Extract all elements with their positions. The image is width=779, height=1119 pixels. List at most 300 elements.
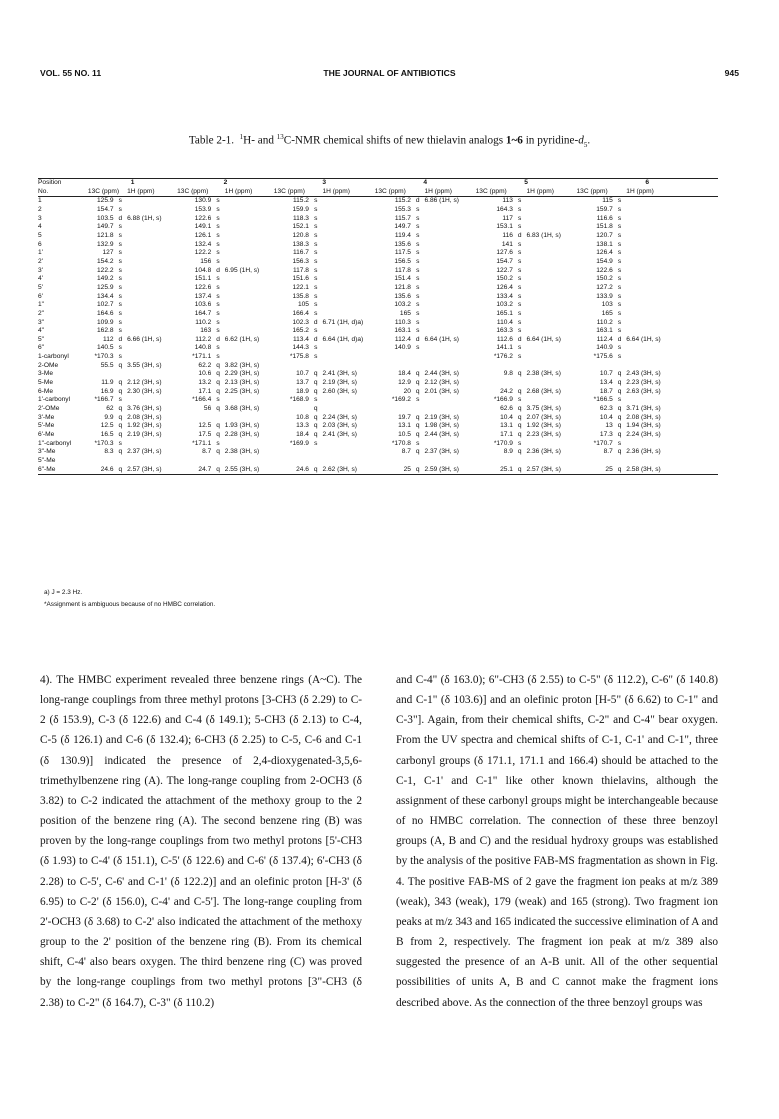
multiplicity-cell: q (415, 431, 420, 439)
c13-shift-cell (375, 457, 413, 466)
multiplicity-cell: s (314, 205, 318, 213)
multiplicity-cell: s (118, 283, 122, 291)
multiplicity-cell: d (517, 335, 522, 343)
multiplicity-cell: s (416, 327, 420, 335)
c13-shift-cell: 133.9 (596, 292, 613, 300)
c13-shift-cell: 127 (102, 249, 114, 257)
volume-label: VOL. 55 NO. 11 (40, 68, 102, 78)
h1-shift-cell (422, 241, 475, 250)
header-13c: 13C (ppm) (177, 188, 223, 197)
c13-shift-cell: 141.1 (496, 344, 513, 352)
multiplicity-cell: q (216, 431, 220, 439)
position-cell: 4' (38, 275, 43, 283)
c13-shift-cell: 112.2 (195, 335, 212, 343)
table-row (38, 414, 718, 423)
c13-shift-cell: 151.1 (194, 275, 212, 283)
c13-shift-cell: 151.8 (596, 223, 613, 231)
c13-shift-cell: 24.6 (274, 466, 311, 475)
h1-shift-cell: 2.24 (3H, s) (322, 413, 357, 421)
h1-shift-cell: 2.37 (3H, s) (424, 448, 459, 456)
multiplicity-cell: q (116, 466, 126, 475)
h1-shift-cell (422, 249, 475, 258)
table-row (38, 223, 718, 232)
h1-shift-cell: 2.38 (3H, s) (224, 448, 260, 456)
h1-shift-cell (624, 457, 718, 466)
multiplicity-cell: q (517, 405, 522, 413)
c13-shift-cell: 13.2 (198, 379, 212, 387)
c13-shift-cell: 132.9 (97, 240, 114, 248)
h1-shift-cell: 2.07 (3H, s) (526, 413, 561, 421)
caption-end: . (587, 134, 591, 147)
c13-shift-cell (177, 414, 213, 423)
body-column-right (396, 670, 718, 1013)
multiplicity-cell (515, 457, 525, 466)
h1-shift-cell (422, 215, 475, 224)
multiplicity-cell: d (415, 197, 420, 205)
h1-shift-cell (223, 457, 274, 466)
c13-shift-cell: 140.9 (394, 344, 411, 352)
c13-shift-cell: 151.6 (292, 275, 309, 283)
multiplicity-cell: s (416, 266, 420, 274)
multiplicity-cell: s (118, 249, 122, 257)
h1-shift-cell: 2.41 (3H, s) (322, 431, 357, 439)
table-row (38, 215, 718, 224)
multiplicity-cell: s (416, 223, 420, 231)
h1-shift-cell: 1.92 (3H, s) (127, 422, 162, 430)
c13-shift-cell: 122.6 (194, 283, 212, 291)
multiplicity-cell: q (213, 466, 223, 475)
h1-shift-cell (321, 457, 375, 466)
c13-shift-cell: 62 (106, 405, 114, 413)
h1-shift-cell (624, 344, 718, 353)
h1-shift-cell (524, 353, 576, 362)
multiplicity-cell: s (518, 257, 522, 265)
multiplicity-cell: q (118, 361, 123, 369)
h1-shift-cell: 6.88 (1H, s) (127, 214, 162, 222)
h1-shift-cell (321, 310, 375, 319)
c13-shift-cell: 165 (399, 309, 411, 317)
c13-shift-cell: *170.3 (94, 353, 114, 361)
multiplicity-cell: s (416, 240, 420, 248)
h1-shift-cell (321, 448, 375, 457)
c13-shift-cell: 126.4 (496, 283, 513, 291)
header-13c: 13C (ppm) (476, 188, 525, 197)
c13-shift-cell: 18.9 (296, 387, 309, 395)
c13-shift-cell (88, 457, 116, 466)
table-row (38, 258, 718, 267)
c13-shift-cell: 154.7 (97, 205, 114, 213)
c13-shift-cell (375, 362, 413, 371)
position-cell: 6 (38, 240, 42, 248)
h1-shift-cell (624, 258, 718, 267)
multiplicity-cell: q (517, 370, 522, 378)
h1-shift-cell (524, 362, 576, 371)
c13-shift-cell: 9.9 (104, 413, 114, 421)
multiplicity-cell: s (216, 275, 220, 283)
multiplicity-cell: s (216, 353, 220, 361)
multiplicity-cell: s (617, 327, 622, 335)
multiplicity-cell: q (313, 422, 318, 430)
h1-shift-cell (125, 327, 177, 336)
h1-shift-cell (422, 344, 475, 353)
multiplicity-cell (311, 448, 321, 457)
h1-shift-cell: 2.36 (3H, s) (626, 448, 661, 456)
multiplicity-cell: q (617, 422, 622, 430)
multiplicity-cell: q (313, 370, 318, 378)
c13-shift-cell: *166.4 (192, 396, 212, 404)
h1-shift-cell: 2.08 (3H, s) (626, 413, 661, 421)
c13-shift-cell: 134.4 (97, 292, 114, 300)
multiplicity-cell: s (314, 223, 318, 231)
c13-shift-cell: 55.5 (100, 361, 114, 369)
position-cell: 2" (38, 309, 45, 317)
c13-shift-cell: 149.1 (194, 223, 212, 231)
h1-shift-cell: 2.12 (3H, s) (127, 379, 162, 387)
multiplicity-cell: s (518, 249, 522, 257)
body-column-left (40, 670, 362, 1013)
position-cell: 6' (38, 292, 43, 300)
c13-shift-cell: 62.3 (599, 405, 613, 413)
multiplicity-cell: s (118, 301, 122, 309)
c13-shift-cell (577, 457, 615, 466)
h1-shift-cell: 2.37 (3H, s) (127, 448, 162, 456)
c13-shift-cell: 122.6 (596, 266, 613, 274)
position-cell: 3"-Me (38, 448, 56, 456)
h1-shift-cell: 6.86 (1H, s) (424, 197, 459, 205)
multiplicity-cell: s (314, 266, 318, 274)
footnote-ambiguous: *Assignment is ambiguous because of no HMBC correlation. (44, 600, 216, 608)
c13-shift-cell: *176.2 (493, 353, 513, 361)
c13-shift-cell: 62.6 (500, 405, 513, 413)
multiplicity-cell (615, 457, 625, 466)
position-cell: 3'-Me (38, 413, 55, 421)
multiplicity-cell: q (118, 405, 123, 413)
multiplicity-cell: s (314, 292, 318, 300)
h1-shift-cell (422, 301, 475, 310)
header-1h: 1H (ppm) (524, 188, 576, 197)
h1-shift-cell (422, 396, 475, 405)
c13-shift-cell: 62.2 (198, 361, 212, 369)
h1-shift-cell (125, 232, 177, 241)
h1-shift-cell (624, 275, 718, 284)
position-cell: 5' (38, 283, 43, 291)
position-cell: 3 (38, 214, 42, 222)
h1-shift-cell (524, 267, 576, 276)
h1-shift-cell (624, 241, 718, 250)
h1-shift-cell (223, 396, 274, 405)
multiplicity-cell: s (216, 249, 220, 257)
h1-shift-cell (524, 206, 576, 215)
c13-shift-cell: 112 (103, 335, 114, 343)
h1-shift-cell (321, 249, 375, 258)
c13-shift-cell: 109.9 (97, 318, 114, 326)
multiplicity-cell: s (216, 257, 220, 265)
caption-sup2: 13 (276, 133, 284, 141)
header-no: No. (38, 188, 88, 197)
multiplicity-cell (311, 457, 321, 466)
multiplicity-cell: s (216, 205, 220, 213)
journal-title: THE JOURNAL OF ANTIBIOTICS (323, 68, 456, 78)
h1-shift-cell: 6.62 (1H, s) (224, 335, 260, 343)
multiplicity-cell: s (118, 396, 122, 404)
c13-shift-cell: 125.9 (97, 197, 114, 205)
multiplicity-cell (413, 362, 423, 371)
h1-shift-cell: 3.71 (3H, s) (626, 405, 661, 413)
multiplicity-cell: s (216, 439, 220, 447)
h1-shift-cell (422, 284, 475, 293)
h1-shift-cell (223, 206, 274, 215)
multiplicity-cell: s (617, 344, 622, 352)
c13-shift-cell: 115.7 (394, 214, 411, 222)
h1-shift-cell: 2.23 (3H, s) (526, 431, 561, 439)
h1-shift-cell (422, 319, 475, 328)
h1-shift-cell (624, 327, 718, 336)
body-paragraph-right: and C-4" (δ 163.0); 6"-CH3 (δ 2.55) to C-5" (δ 112.2), C-6" (δ 140.8) and C-1" (δ 103.6)] and an olefinic proton [H-5" (δ 6.62) to C-1" and C-3"]. Again, from their chemical shifts, C-2" and C-4" bear oxygen. From the UV spectra and chemical shifts of C-1, C-1' and C-1", three carbonyl groups (δ 171.1, 171.1 and 166.4) should be attached to the C-1, C-1' and C-1" like other known thielavins, although the assignment of these carbonyl groups might be interchangeable because of no HMBC correlation. The connection of these three benzoyl groups (A, B and C) and the residual hydroxy groups was established by the analysis of the positive FAB-MS fragmentation as shown in Fig. 4. The positive FAB-MS of 2 gave the fragment ion peaks at m/z 389 (weak), 343 (weak), 179 (weak) and 165 (strong). Two fragment ion peaks at m/z 343 and 165 indicated the successive elimination of A and B from 2, respectively. The fragment ion peak at m/z 389 also suggested the presence of an A-B unit. All of the other sequential possibilities of units A, B and C cannot make the fragment ions described above. As the connection of the three benzoyl groups was (396, 674, 718, 1009)
position-cell: 6" (38, 344, 45, 352)
multiplicity-cell: s (314, 301, 318, 309)
multiplicity-cell: s (118, 353, 122, 361)
c13-shift-cell: 116 (502, 231, 513, 239)
h1-shift-cell: 6.66 (1H, s) (127, 335, 162, 343)
c13-shift-cell: 103 (601, 301, 613, 309)
multiplicity-cell: s (416, 249, 420, 257)
table-row (38, 249, 718, 258)
multiplicity-cell: d (617, 335, 622, 343)
c13-shift-cell: 122.1 (292, 283, 309, 291)
c13-shift-cell (476, 379, 515, 388)
h1-shift-cell (624, 310, 718, 319)
table-row (38, 440, 718, 449)
position-cell: 5'-Me (38, 422, 55, 430)
c13-shift-cell: 122.7 (496, 266, 513, 274)
multiplicity-cell: q (216, 387, 220, 395)
c13-shift-cell: 9.8 (503, 370, 513, 378)
multiplicity-cell: s (518, 205, 522, 213)
multiplicity-cell: s (314, 353, 318, 361)
multiplicity-cell: s (216, 214, 220, 222)
h1-shift-cell (223, 440, 274, 449)
c13-shift-cell: 112.4 (394, 335, 411, 343)
multiplicity-cell: q (517, 413, 522, 421)
c13-shift-cell: 126.1 (194, 231, 212, 239)
h1-shift-cell (321, 241, 375, 250)
h1-shift-cell: 2.36 (3H, s) (526, 448, 561, 456)
multiplicity-cell: s (416, 214, 420, 222)
c13-shift-cell: *169.9 (289, 439, 309, 447)
h1-shift-cell (125, 197, 177, 206)
header-compound: 1 (88, 179, 177, 188)
c13-shift-cell: 154.9 (596, 257, 613, 265)
multiplicity-cell: s (518, 309, 522, 317)
multiplicity-cell: s (416, 301, 420, 309)
c13-shift-cell: 126.4 (596, 249, 613, 257)
c13-shift-cell: 127.2 (596, 283, 613, 291)
h1-shift-cell (524, 319, 576, 328)
h1-shift-cell (524, 301, 576, 310)
h1-shift-cell (524, 293, 576, 302)
h1-shift-cell (321, 344, 375, 353)
c13-shift-cell: 144.3 (292, 344, 309, 352)
multiplicity-cell: s (617, 266, 622, 274)
multiplicity-cell: s (216, 309, 220, 317)
c13-shift-cell (88, 370, 116, 379)
header-1h: 1H (ppm) (321, 188, 375, 197)
h1-shift-cell: 2.58 (3H, s) (624, 466, 718, 475)
multiplicity-cell: q (617, 431, 622, 439)
table-row (38, 241, 718, 250)
caption-solvent: d (578, 134, 584, 147)
c13-shift-cell: 116.7 (292, 249, 309, 257)
c13-shift-cell: 164.3 (496, 205, 513, 213)
caption-text1: H- and (243, 134, 277, 147)
h1-shift-cell: 3.68 (3H, s) (224, 405, 260, 413)
multiplicity-cell: q (415, 448, 420, 456)
h1-shift-cell: 1.98 (3H, s) (424, 422, 459, 430)
multiplicity-cell: q (617, 387, 622, 395)
h1-shift-cell: 2.30 (3H, s) (127, 387, 162, 395)
h1-shift-cell: 2.28 (3H, s) (224, 431, 260, 439)
header-1h: 1H (ppm) (422, 188, 475, 197)
h1-shift-cell (223, 249, 274, 258)
c13-shift-cell: 121.8 (394, 283, 411, 291)
c13-shift-cell (375, 353, 413, 362)
c13-shift-cell: 25 (577, 466, 615, 475)
table-row (38, 466, 718, 475)
c13-shift-cell: 140.8 (194, 344, 212, 352)
c13-shift-cell: 8.7 (401, 448, 411, 456)
h1-shift-cell: 2.23 (3H, s) (626, 379, 661, 387)
c13-shift-cell (274, 362, 311, 371)
h1-shift-cell: 2.59 (3H, s) (422, 466, 475, 475)
c13-shift-cell: *169.2 (391, 396, 411, 404)
multiplicity-cell (213, 457, 223, 466)
multiplicity-cell (413, 457, 423, 466)
h1-shift-cell (321, 327, 375, 336)
multiplicity-cell: q (313, 413, 318, 421)
h1-shift-cell: 2.68 (3H, s) (526, 387, 561, 395)
h1-shift-cell (125, 370, 177, 379)
multiplicity-cell: d (517, 231, 522, 239)
h1-shift-cell (125, 344, 177, 353)
c13-shift-cell: 162.8 (97, 327, 114, 335)
header-compound: 6 (577, 179, 718, 188)
h1-shift-cell (125, 249, 177, 258)
c13-shift-cell: 17.5 (198, 431, 212, 439)
multiplicity-cell (413, 353, 423, 362)
h1-shift-cell (422, 327, 475, 336)
h1-shift-cell (422, 353, 475, 362)
multiplicity-cell: s (314, 249, 318, 257)
table-row (38, 405, 718, 414)
h1-shift-cell (223, 284, 274, 293)
c13-shift-cell: 113 (502, 197, 513, 205)
multiplicity-cell: d (216, 335, 220, 343)
c13-shift-cell: 17.3 (599, 431, 613, 439)
h1-shift-cell: 2.55 (3H, s) (223, 466, 274, 475)
c13-shift-cell: 13.7 (296, 379, 309, 387)
multiplicity-cell: s (518, 439, 522, 447)
table-row (38, 301, 718, 310)
table-row (38, 267, 718, 276)
c13-shift-cell: 132.4 (194, 240, 212, 248)
multiplicity-cell: s (118, 240, 122, 248)
c13-shift-cell: 165 (601, 309, 613, 317)
c13-shift-cell: 122.6 (194, 214, 212, 222)
table-row (38, 379, 718, 388)
c13-shift-cell: 138.1 (596, 240, 613, 248)
h1-shift-cell: 2.03 (3H, s) (322, 422, 357, 430)
multiplicity-cell: q (216, 361, 220, 369)
header-compound: 5 (476, 179, 577, 188)
position-cell: 4 (38, 223, 42, 231)
h1-shift-cell: 6.95 (1H, s) (224, 266, 260, 274)
c13-shift-cell: 8.3 (104, 448, 114, 456)
multiplicity-cell (311, 362, 321, 371)
c13-shift-cell: 112.4 (596, 335, 613, 343)
multiplicity-cell: s (416, 283, 420, 291)
multiplicity-cell: q (216, 422, 220, 430)
c13-shift-cell: 103.5 (97, 214, 114, 222)
c13-shift-cell: 117 (502, 214, 513, 222)
header-compound: 3 (274, 179, 375, 188)
position-cell: 1" (38, 301, 45, 309)
multiplicity-cell: q (216, 370, 220, 378)
h1-shift-cell (422, 440, 475, 449)
multiplicity-cell: q (415, 379, 420, 387)
h1-shift-cell (422, 206, 475, 215)
c13-shift-cell (476, 362, 515, 371)
c13-shift-cell: 11.9 (101, 379, 114, 387)
multiplicity-cell: q (118, 422, 123, 430)
h1-shift-cell: 2.62 (3H, s) (321, 466, 375, 475)
multiplicity-cell: s (118, 223, 122, 231)
multiplicity-cell: q (313, 379, 318, 387)
c13-shift-cell: 110.2 (195, 318, 212, 326)
h1-shift-cell (125, 258, 177, 267)
multiplicity-cell: s (518, 197, 522, 205)
h1-shift-cell: 3.75 (3H, s) (526, 405, 561, 413)
multiplicity-cell (615, 362, 625, 371)
c13-shift-cell: 10.7 (296, 370, 309, 378)
h1-shift-cell (624, 284, 718, 293)
c13-shift-cell: 122.2 (194, 249, 212, 257)
c13-shift-cell: 163.3 (496, 327, 513, 335)
h1-shift-cell (223, 293, 274, 302)
h1-shift-cell (321, 206, 375, 215)
multiplicity-cell: s (617, 275, 622, 283)
multiplicity-cell: s (416, 231, 420, 239)
c13-shift-cell: 18.7 (599, 387, 613, 395)
c13-shift-cell: 117.8 (394, 266, 411, 274)
multiplicity-cell: s (314, 283, 318, 291)
position-cell: 1 (38, 197, 42, 205)
body-paragraph-left: 4). The HMBC experiment revealed three benzene rings (A~C). The long-range couplings from three methyl protons [3-CH3 (δ 2.29) to C-2 (δ 153.9), C-3 (δ 122.6) and C-4 (δ 149.1); 5-CH3 (δ 2.13) to C-4, C-5 (δ 126.1) and C-6 (δ 132.4); 6-CH3 (δ 2.25) to C-5, C-6 and C-1 (δ 130.9)] indicated the presence of 2,4-dioxygenated-3,5,6-trimethylbenzene ring (A). The long-range coupling from 2-OCH3 (δ 3.82) to C-2 indicated the attachment of the methoxy group to the 2 position of the benzene ring (A). The second benzene ring (B) was proven by the long-range couplings from two methyl protons [5'-CH3 (δ 1.93) to C-4' (δ 151.1), C-5' (δ 122.6) and C-6' (δ 137.4); 6'-CH3 (δ 2.28) to C-5', C-6' and C-1' (δ 122.2)] and an olefinic proton [H-3' (δ 6.95) to C-2' (δ 156.0), C-4' and C-5']. The long-range coupling from 2'-OCH3 (δ 3.68) to C-2' also indicated the attachment of the methoxy group to the 2' position of the benzene ring (B). From its chemical shift, C-4' also bears oxygen. The third benzene ring (C) was proved by the long-range couplings from two methyl protons [3"-CH3 (δ 2.38) to C-2" (δ 164.7), C-3" (δ 110.2) (40, 674, 362, 1009)
multiplicity-cell: q (415, 370, 420, 378)
c13-shift-cell: 8.7 (603, 448, 613, 456)
c13-shift-cell: 149.7 (97, 223, 114, 231)
c13-shift-cell: 10.4 (599, 413, 613, 421)
multiplicity-cell: q (413, 466, 423, 475)
c13-shift-cell: *170.9 (493, 439, 513, 447)
multiplicity-cell: q (415, 413, 420, 421)
multiplicity-cell: s (617, 249, 622, 257)
table-row (38, 275, 718, 284)
multiplicity-cell: s (617, 283, 622, 291)
h1-shift-cell (321, 353, 375, 362)
h1-shift-cell (125, 319, 177, 328)
h1-shift-cell (422, 405, 475, 414)
multiplicity-cell: q (617, 413, 622, 421)
